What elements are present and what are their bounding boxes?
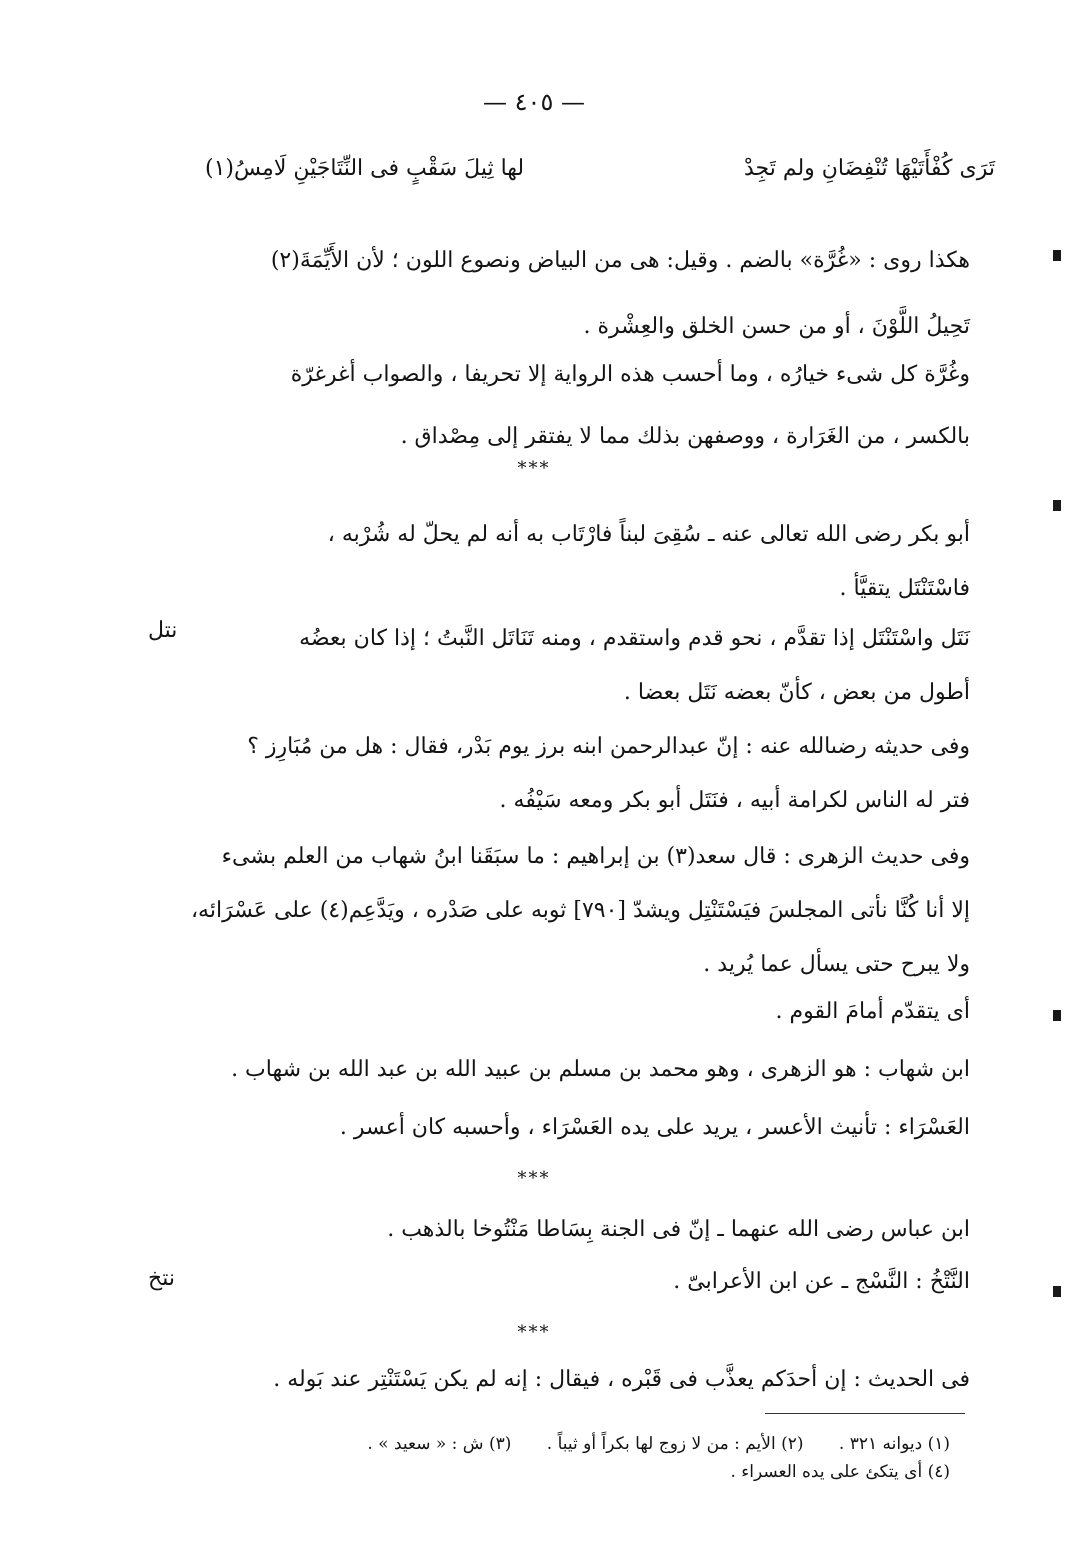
paragraph-line: وفى حديثه رضىالله عنه : إنّ عبدالرحمن ابنه برز يوم بَدْر، فقال : هل من مُبَارِز ؟ [247,734,970,759]
paragraph-line: وفى حديث الزهرى : قال سعد(٣) بن إبراهيم : ما سبَقَنا ابنُ شهاب من العلم بشىء [221,844,970,869]
page-edge-mark [1053,250,1061,261]
paragraph-grave [225,1360,970,1400]
paragraph-ibn-abbas [225,1210,970,1250]
paragraph-line: فى الحديث : إن أحدَكم يعذَّب فى قَبْره ، فيقال : إنه لم يكن يَسْتَنْتِر عند بَوله . [273,1367,970,1392]
paragraph-line: هكذا روى : «غُرَّة» بالضم . وقيل: هى من البياض ونصوع اللون ؛ لأن الأَيِّمَةَ(٢) [270,248,970,273]
paragraph-line: أبو بكر رضى الله تعالى عنه ـ سُقِىَ لبناً فارْتَاب به أنه لم يحلّ له شُرْبه ، [327,522,970,547]
paragraph-natal [225,612,970,720]
paragraph-ghurra [225,228,970,360]
footnote-2: (٢) الأيم : من لا زوج لها بكراً أو ثيباً . [546,1434,804,1454]
section-separator: *** [517,458,551,479]
paragraph-line: نَتَل واسْتَنْتَل إذا تقدَّم ، نحو قدم واستقدم ، ومنه تَنَاتَل النَّبتُ ؛ إذا كان بعضُه [299,626,970,651]
paragraph-line: ابن عباس رضى الله عنهما ـ إنّ فى الجنة بِسَاطا مَنْتُوخا بالذهب . [387,1217,970,1242]
paragraph-line: أى يتقدّم أمامَ القوم . [775,999,970,1024]
paragraph-ghurra-note [225,344,970,468]
footnote-divider [765,1413,965,1414]
page-number: — ٤٠٥ — [483,88,585,116]
paragraph-line: العَسْرَاء : تأنيث الأعسر ، يريد على يده العَسْرَاء ، وأحسبه كان أعسر . [339,1115,970,1140]
paragraph-meaning [225,992,970,1032]
margin-headword-natakh: نتخ [148,1266,175,1291]
footnotes [240,1430,950,1486]
paragraph-zuhri [190,830,970,992]
section-separator: *** [517,1168,551,1189]
paragraph-line: ابن شهاب : هو الزهرى ، وهو محمد بن مسلم بن عبيد الله بن عبد الله بن شهاب . [231,1057,970,1082]
paragraph-line: بالكسر ، من الغَرَارة ، ووصفهن بذلك مما لا يفتقر إلى مِصْداق . [400,424,970,449]
paragraph-line: فاسْتَنْتَل يتقيَّأ . [839,576,970,601]
paragraph-line: فتر له الناس لكرامة أبيه ، فنَتَل أبو بكر ومعه سَيْفُه . [499,788,970,813]
page-edge-mark [1053,1010,1061,1021]
footnote-3: (٣) ش : « سعيد » . [367,1434,512,1454]
footnote-1: (١) ديوانه ٣٢١ . [838,1434,950,1454]
paragraph-line: تَحِيلُ اللَّوْنَ ، أو من حسن الخلق والعِشْرة . [583,314,970,339]
paragraph-line: وغُرَّة كل شىء خيارُه ، وما أحسب هذه الرواية إلا تحريفا ، والصواب أغرغرّة [290,362,970,387]
section-separator: *** [517,1322,551,1343]
footnote-4: (٤) أى يتكئ على يده العسراء . [730,1462,950,1482]
margin-headword-natal: نتل [148,618,178,643]
paragraph-line: أطول من بعض ، كأنّ بعضه نَتَل بعضا . [623,680,970,705]
paragraph-line: إلا أنا كُنَّا نأتى المجلسَ فيَسْتَنْتِل ويشدّ [٧٩٠] ثوبه على صَدْره ، ويَدَّعِم(٤) على عَسْرَائه، [190,898,970,923]
paragraph-abu-bakr [225,508,970,616]
footnote-line [240,1430,950,1458]
page-edge-mark [1053,500,1061,511]
paragraph-line: النَّتْخُ : النَّسْج ـ عن ابن الأعرابىّ . [673,1269,970,1294]
paragraph-asra [225,1108,970,1148]
poem-verse [205,156,995,196]
paragraph-badr [225,720,970,828]
paragraph-ibn-shihab [225,1050,970,1090]
verse-hemistich-left: لها ثِيلَ سَقْبٍ فى النِّتَاجَيْنِ لَامِسُ(١) [205,156,525,181]
paragraph-line: ولا يبرح حتى يسأل عما يُريد . [703,952,970,977]
verse-hemistich-right: تَرَى كُفْأَتَيْهَا تُنْفِضَانِ ولم تَجِدْ [743,156,995,181]
page-edge-mark [1053,1286,1061,1297]
paragraph-natkh [225,1262,970,1302]
